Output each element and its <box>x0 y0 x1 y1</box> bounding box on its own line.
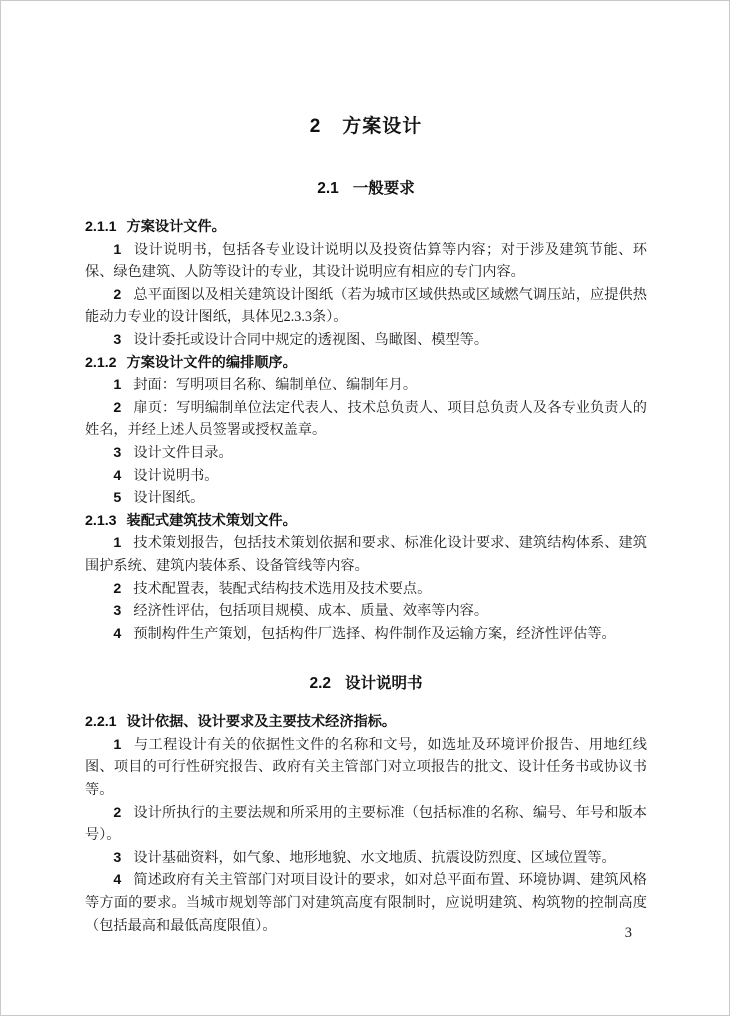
chapter-title: 方案设计 <box>342 116 423 137</box>
list-item <box>85 397 647 442</box>
list-item <box>85 600 647 623</box>
item-text: 技术策划报告，包括技术策划依据和要求、标准化设计要求、建筑结构体系、建筑围护系统、建筑内装体系、设备管线等内容。 <box>85 535 647 574</box>
item-number: 2 <box>113 804 122 821</box>
item-number: 2 <box>113 399 122 416</box>
item-text: 设计说明书，包括各专业设计说明以及投资估算等内容；对于涉及建筑节能、环保、绿色建筑、人防等设计的专业，其设计说明应有相应的专门内容。 <box>85 241 647 281</box>
page-number: 3 <box>624 925 632 941</box>
item-number: 4 <box>113 625 122 642</box>
item-number: 1 <box>113 535 122 552</box>
item-text: 设计委托或设计合同中规定的透视图、鸟瞰图、模型等。 <box>133 331 489 348</box>
item-number: 4 <box>113 872 122 889</box>
item-number: 3 <box>113 444 122 461</box>
clause-number: 2.1.1 <box>85 219 117 235</box>
item-number: 4 <box>113 467 122 484</box>
item-text: 设计说明书。 <box>133 467 219 484</box>
item-text: 预制构件生产策划，包括构件厂选择、构件制作及运输方案，经济性评估等。 <box>133 625 616 642</box>
item-text: 简述政府有关主管部门对项目设计的要求，如对总平面布置、环境协调、建筑风格等方面的要求。当城市规划等部门对建筑高度有限制时，应说明建筑、构筑物的控制高度（包括最高和最低高度限值）。 <box>85 872 647 934</box>
list-item <box>85 487 647 510</box>
clause-text: 方案设计文件的编排顺序。 <box>126 354 297 371</box>
item-number: 1 <box>113 736 122 753</box>
list-item <box>85 239 647 284</box>
clause-number: 2.1.3 <box>85 512 117 529</box>
list-item <box>85 532 647 577</box>
list-item <box>85 623 647 646</box>
section-number: 2.1 <box>317 180 339 197</box>
item-text: 总平面图以及相关建筑设计图纸（若为城市区域供热或区域燃气调压站，应提供热能动力专业的设计图纸，具体见2.3.3条）。 <box>85 286 647 326</box>
list-item <box>85 847 647 870</box>
section-title: 设计说明书 <box>344 675 423 693</box>
item-text: 经济性评估，包括项目规模、成本、质量、效率等内容。 <box>133 603 489 620</box>
item-text: 与工程设计有关的依据性文件的名称和文号，如选址及环境评价报告、用地红线图、项目的可行性研究报告、政府有关主管部门对立项报告的批文、设计任务书或协议书等。 <box>85 736 647 799</box>
clause-number: 2.2.1 <box>85 714 117 731</box>
chapter-heading <box>85 111 647 138</box>
section-heading-2-1 <box>85 176 647 198</box>
item-number: 2 <box>113 580 122 597</box>
item-number: 3 <box>113 331 122 348</box>
item-text: 扉页：写明编制单位法定代表人、技术总负责人、项目总负责人及各专业负责人的姓名，并经上述人员签署或授权盖章。 <box>85 399 647 439</box>
section-heading-2-2 <box>85 671 647 693</box>
list-item <box>85 374 647 397</box>
chapter-number: 2 <box>309 116 322 137</box>
item-number: 3 <box>113 849 122 866</box>
list-item <box>85 442 647 465</box>
item-number: 3 <box>113 603 122 620</box>
item-text: 设计所执行的主要法规和所采用的主要标准（包括标准的名称、编号、年号和版本号）。 <box>85 804 647 844</box>
clause-text: 装配式建筑技术策划文件。 <box>126 512 297 529</box>
item-number: 1 <box>113 377 122 394</box>
list-item <box>85 578 647 601</box>
list-item <box>85 802 647 847</box>
list-item <box>85 869 647 937</box>
clause-2-1-1 <box>85 216 647 239</box>
item-number: 1 <box>113 241 122 258</box>
item-number: 5 <box>113 490 122 507</box>
section-number: 2.2 <box>309 675 332 693</box>
clause-2-1-2 <box>85 352 647 375</box>
item-text: 封面：写明项目名称、编制单位、编制年月。 <box>133 377 418 394</box>
item-text: 设计图纸。 <box>133 490 205 507</box>
item-number: 2 <box>113 286 122 303</box>
list-item <box>85 734 647 802</box>
item-text: 设计基础资料，如气象、地形地貌、水文地质、抗震设防烈度、区域位置等。 <box>133 849 616 866</box>
item-text: 技术配置表，装配式结构技术选用及技术要点。 <box>133 580 432 597</box>
clause-2-2-1 <box>85 711 647 734</box>
clause-number: 2.1.2 <box>85 354 117 371</box>
list-item <box>85 329 647 352</box>
section-title: 一般要求 <box>352 180 415 197</box>
list-item <box>85 465 647 488</box>
clause-text: 设计依据、设计要求及主要技术经济指标。 <box>126 714 397 731</box>
item-text: 设计文件目录。 <box>133 444 233 461</box>
clause-2-1-3 <box>85 510 647 533</box>
list-item <box>85 284 647 329</box>
clause-text: 方案设计文件。 <box>126 219 226 235</box>
